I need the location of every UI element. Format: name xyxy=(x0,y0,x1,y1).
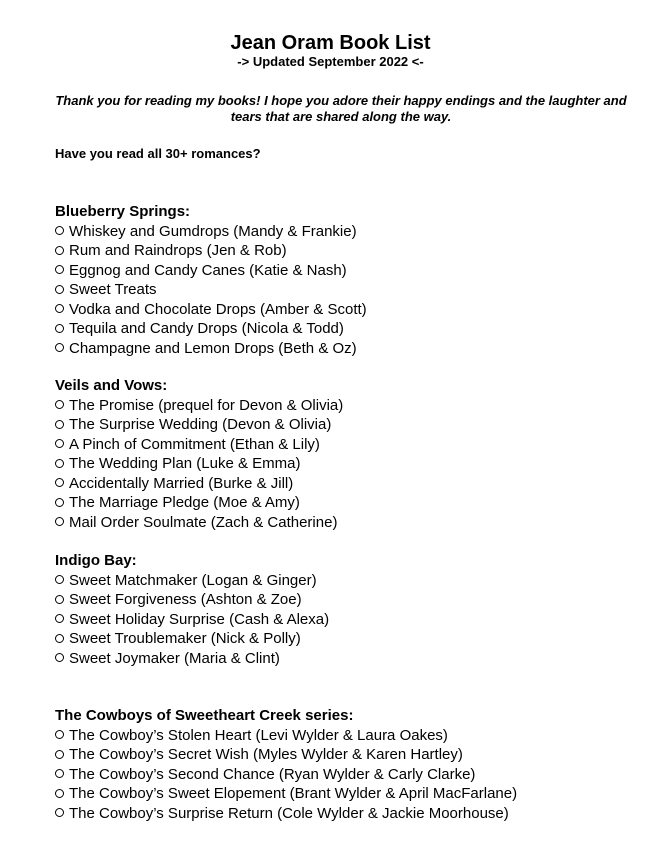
book-title: Sweet Troublemaker (Nick & Polly) xyxy=(69,630,301,647)
intro-text: Thank you for reading my books! I hope you adore their happy endings and the laughter and tears that are shared along the way. xyxy=(55,93,627,124)
section-cowboys-of-sweetheart-creek xyxy=(55,706,517,823)
circle-bullet-icon xyxy=(55,478,64,487)
circle-bullet-icon xyxy=(55,634,64,643)
section-indigo-bay xyxy=(55,551,329,668)
circle-bullet-icon xyxy=(55,498,64,507)
list-item xyxy=(55,610,329,630)
list-item xyxy=(55,280,367,300)
circle-bullet-icon xyxy=(55,769,64,778)
list-item xyxy=(55,339,367,359)
book-title: Whiskey and Gumdrops (Mandy & Frankie) xyxy=(69,222,357,240)
list-item xyxy=(55,474,343,494)
book-title: The Cowboy’s Surprise Return (Cole Wylder & Jackie Moorhouse) xyxy=(69,804,509,822)
list-item xyxy=(55,493,343,513)
question-text: Have you read all 30+ romances? xyxy=(55,146,261,161)
section-title: The Cowboys of Sweetheart Creek series: xyxy=(55,707,354,724)
circle-bullet-icon xyxy=(55,439,64,448)
section-title: Veils and Vows: xyxy=(55,377,168,394)
circle-bullet-icon xyxy=(55,285,64,294)
book-title: Rum and Raindrops (Jen & Rob) xyxy=(69,242,287,259)
list-item xyxy=(55,590,329,610)
book-list xyxy=(55,726,517,824)
book-title: Accidentally Married (Burke & Jill) xyxy=(69,474,294,492)
circle-bullet-icon xyxy=(55,653,64,662)
list-item xyxy=(55,261,367,281)
book-title: Tequila and Candy Drops (Nicola & Todd) xyxy=(69,320,344,337)
list-item xyxy=(55,629,329,649)
circle-bullet-icon xyxy=(55,226,64,235)
book-title: Sweet Matchmaker (Logan & Ginger) xyxy=(69,571,317,589)
list-item xyxy=(55,571,329,591)
book-title: Champagne and Lemon Drops (Beth & Oz) xyxy=(69,339,357,357)
list-item xyxy=(55,319,367,339)
circle-bullet-icon xyxy=(55,304,64,313)
list-item xyxy=(55,435,343,455)
book-title: Eggnog and Candy Canes (Katie & Nash) xyxy=(69,261,347,279)
book-list xyxy=(55,396,343,533)
circle-bullet-icon xyxy=(55,730,64,739)
book-title: The Cowboy’s Secret Wish (Myles Wylder & Karen Hartley) xyxy=(69,746,463,763)
list-item xyxy=(55,745,517,765)
list-item xyxy=(55,804,517,824)
book-title: The Cowboy’s Stolen Heart (Levi Wylder & Laura Oakes) xyxy=(69,726,448,744)
list-item xyxy=(55,454,343,474)
circle-bullet-icon xyxy=(55,265,64,274)
section-blueberry-springs xyxy=(55,202,367,358)
book-title: Vodka and Chocolate Drops (Amber & Scott) xyxy=(69,300,367,318)
circle-bullet-icon xyxy=(55,595,64,604)
book-title: Sweet Treats xyxy=(69,281,157,298)
circle-bullet-icon xyxy=(55,420,64,429)
list-item xyxy=(55,300,367,320)
book-title: The Surprise Wedding (Devon & Olivia) xyxy=(69,416,332,433)
book-title: Sweet Joymaker (Maria & Clint) xyxy=(69,649,280,667)
book-title: Sweet Holiday Surprise (Cash & Alexa) xyxy=(69,610,330,628)
circle-bullet-icon xyxy=(55,324,64,333)
list-item xyxy=(55,784,517,804)
book-list xyxy=(55,571,329,669)
circle-bullet-icon xyxy=(55,750,64,759)
section-veils-and-vows xyxy=(55,376,343,532)
circle-bullet-icon xyxy=(55,246,64,255)
list-item xyxy=(55,241,367,261)
book-title: The Promise (prequel for Devon & Olivia) xyxy=(69,396,344,414)
book-title: A Pinch of Commitment (Ethan & Lily) xyxy=(69,435,320,453)
circle-bullet-icon xyxy=(55,517,64,526)
list-item xyxy=(55,726,517,746)
list-item xyxy=(55,396,343,416)
list-item xyxy=(55,765,517,785)
section-title: Indigo Bay: xyxy=(55,552,137,569)
book-title: The Wedding Plan (Luke & Emma) xyxy=(69,455,301,472)
updated-date: -> Updated September 2022 <- xyxy=(237,54,424,69)
book-title: The Cowboy’s Second Chance (Ryan Wylder & Carly Clarke) xyxy=(69,765,476,783)
page-title: Jean Oram Book List xyxy=(230,32,431,54)
list-item xyxy=(55,513,343,533)
list-item xyxy=(55,649,329,669)
circle-bullet-icon xyxy=(55,614,64,623)
list-item xyxy=(55,415,343,435)
book-title: Sweet Forgiveness (Ashton & Zoe) xyxy=(69,591,302,608)
book-title: Mail Order Soulmate (Zach & Catherine) xyxy=(69,513,338,531)
circle-bullet-icon xyxy=(55,789,64,798)
circle-bullet-icon xyxy=(55,808,64,817)
circle-bullet-icon xyxy=(55,343,64,352)
list-item xyxy=(55,222,367,242)
book-title: The Cowboy’s Sweet Elopement (Brant Wylder & April MacFarlane) xyxy=(69,785,518,802)
book-list xyxy=(55,222,367,359)
book-title: The Marriage Pledge (Moe & Amy) xyxy=(69,494,300,511)
circle-bullet-icon xyxy=(55,459,64,468)
circle-bullet-icon xyxy=(55,400,64,409)
circle-bullet-icon xyxy=(55,575,64,584)
section-title: Blueberry Springs: xyxy=(55,203,191,220)
